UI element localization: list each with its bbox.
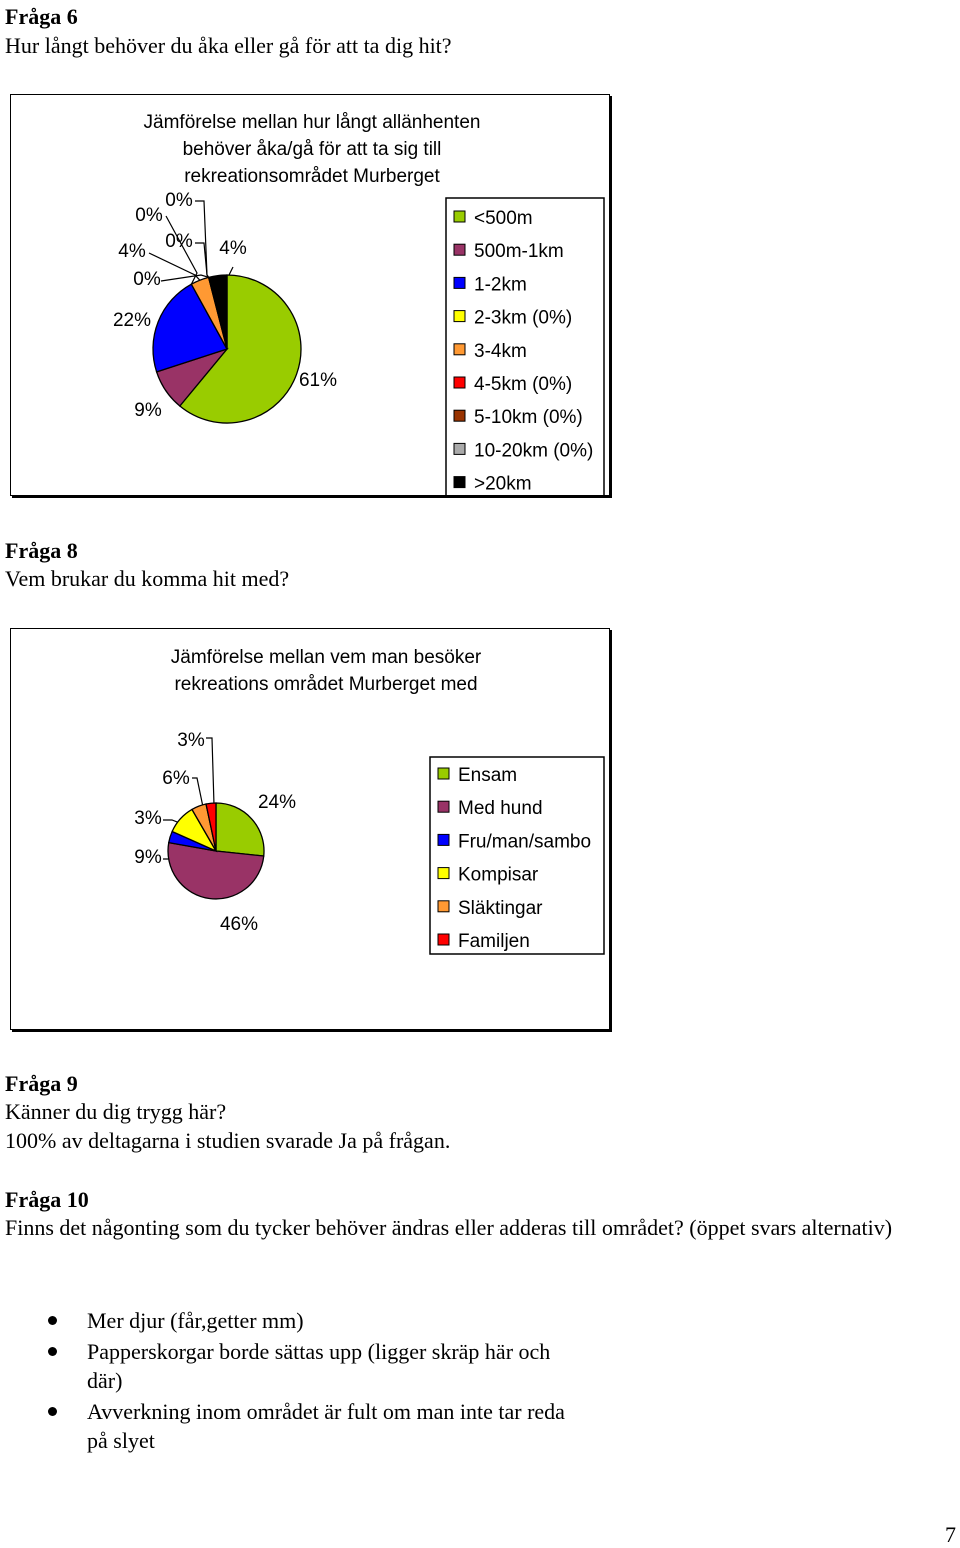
chart-title-line: Jämförelse mellan vem man besöker — [170, 647, 482, 668]
legend-swatch — [454, 211, 465, 222]
answer-list — [0, 1306, 960, 1457]
list-item — [0, 1306, 567, 1335]
data-label: 6% — [162, 768, 190, 789]
q6-question: Hur långt behöver du åka eller gå för att ta dig hit? — [5, 33, 452, 58]
chart-title-line: Jämförelse mellan hur långt allänhenten — [143, 112, 481, 133]
company-pie-chart — [11, 629, 609, 1029]
data-label: 0% — [165, 231, 193, 252]
legend-label: Med hund — [458, 798, 543, 820]
list-item — [0, 1397, 567, 1455]
company-chart — [10, 628, 610, 1030]
data-label: 4% — [219, 238, 247, 259]
answer-text: Avverkning inom området är fult om man inte tar reda på slyet — [87, 1399, 565, 1453]
q9-answer: 100% av deltagarna i studien svarade Ja på frågan. — [5, 1128, 451, 1153]
legend-frame — [430, 757, 604, 954]
bullet-icon — [48, 1347, 57, 1356]
bullet-icon — [48, 1316, 57, 1325]
legend-swatch — [454, 477, 465, 488]
data-label: 9% — [134, 847, 162, 868]
legend-swatch — [454, 277, 465, 288]
data-label: 9% — [134, 400, 162, 421]
q9-question: Känner du dig trygg här? — [5, 1099, 227, 1124]
leader-line — [218, 267, 233, 276]
legend-label: Fru/man/sambo — [458, 831, 592, 853]
q8-title: Fråga 8 — [5, 538, 78, 563]
data-label: 61% — [298, 370, 338, 391]
data-label: 0% — [135, 205, 163, 226]
legend-swatch — [454, 344, 465, 355]
data-label: 4% — [118, 241, 146, 262]
legend — [438, 765, 591, 952]
q10-question: Finns det någonting som du tycker behöver ändras eller adderas till området? (öppet svars alternativ) — [5, 1215, 893, 1240]
legend-label: 4-5km (0%) — [474, 374, 573, 395]
pie-slices — [168, 803, 264, 899]
legend-swatch — [438, 834, 449, 845]
data-label: 0% — [133, 269, 161, 290]
legend-swatch — [438, 934, 449, 945]
data-label: 0% — [165, 190, 193, 211]
legend-swatch — [454, 377, 465, 388]
data-label: 3% — [134, 808, 162, 829]
legend-label: 10-20km (0%) — [474, 440, 594, 462]
chart-title-line: rekreationsområdet Murberget — [184, 166, 440, 187]
legend-swatch — [438, 801, 449, 812]
leader-line — [192, 778, 203, 807]
chart-title — [144, 112, 481, 187]
legend-label: Familjen — [458, 931, 530, 952]
list-item — [0, 1337, 567, 1395]
pie-slice-Ensam — [216, 803, 264, 856]
q8-question: Vem brukar du komma hit med? — [5, 566, 290, 591]
data-label: 24% — [257, 792, 297, 813]
legend-swatch — [454, 244, 465, 255]
legend-label: 3-4km — [474, 340, 527, 362]
legend-swatch — [438, 768, 449, 779]
legend-label: Kompisar — [458, 864, 539, 886]
chart-title-line: rekreations området Murberget med — [174, 674, 478, 695]
legend-swatch — [454, 410, 465, 421]
distance-pie-chart — [11, 95, 609, 495]
answer-text: Mer djur (får,getter mm) — [87, 1308, 304, 1333]
legend-label: Ensam — [458, 765, 518, 786]
legend — [454, 208, 593, 495]
legend-label: >20km — [474, 473, 532, 495]
data-label: 22% — [112, 310, 152, 331]
chart-title-line: behöver åka/gå för att ta sig till — [182, 139, 442, 160]
legend-label: 500m-1km — [474, 241, 564, 263]
legend-swatch — [454, 311, 465, 322]
q10-title: Fråga 10 — [5, 1187, 89, 1212]
answer-text: Papperskorgar borde sättas upp (ligger skräp här och där) — [87, 1339, 551, 1393]
q9-title: Fråga 9 — [5, 1071, 78, 1096]
q6-title: Fråga 6 — [5, 4, 78, 29]
legend-label: 1-2km — [474, 274, 527, 296]
legend-label: <500m — [474, 208, 533, 229]
data-label: 3% — [177, 730, 205, 751]
legend-label: 2-3km (0%) — [474, 307, 573, 329]
legend-swatch — [438, 901, 449, 912]
data-label: 46% — [219, 914, 259, 935]
bullet-icon — [48, 1407, 57, 1416]
pie-slices — [153, 275, 301, 423]
page-number: 7 — [945, 1522, 956, 1547]
distance-chart — [10, 94, 610, 496]
legend-swatch — [438, 868, 449, 879]
legend-swatch — [454, 443, 465, 454]
legend-label: 5-10km (0%) — [474, 407, 583, 429]
legend-label: Släktingar — [458, 897, 543, 919]
chart-title — [171, 647, 482, 695]
